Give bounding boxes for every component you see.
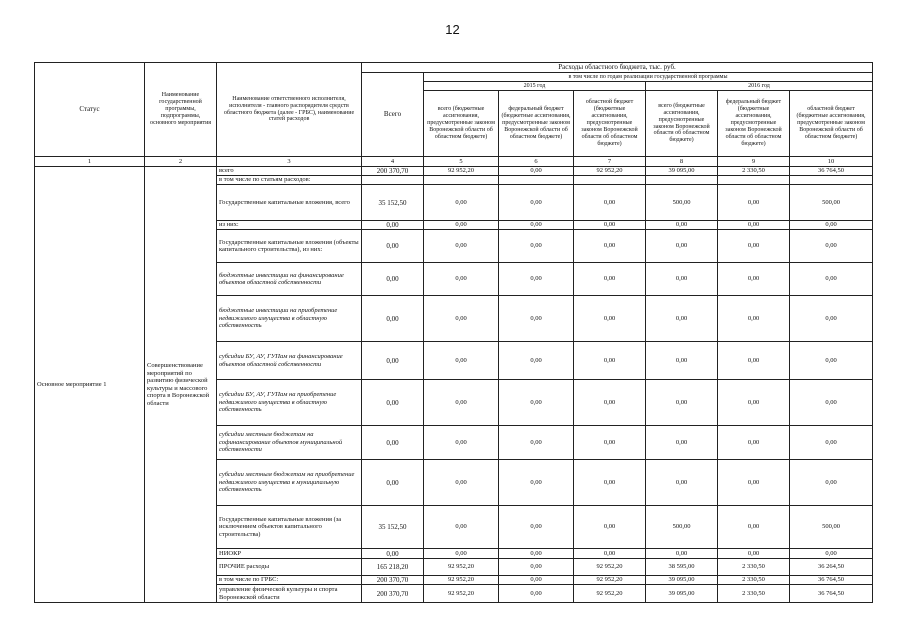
value-cell: 0,00 (574, 263, 646, 296)
value-cell (718, 176, 790, 185)
value-cell: 39 095,00 (646, 576, 718, 585)
budget-body (35, 167, 873, 603)
value-cell: 0,00 (790, 342, 873, 380)
expense-item-label: бюджетные инвестиции на финансирование объектов областной собственности (217, 263, 362, 296)
expense-item-label: ПРОЧИЕ расходы (217, 559, 362, 576)
value-cell: 0,00 (362, 380, 424, 426)
value-cell: 2 330,50 (718, 559, 790, 576)
program-name-cell: Совершенствование мероприятий по развитию физической культуры и массового спорта в Воронежской области (145, 167, 217, 603)
col-number: 3 (217, 157, 362, 167)
value-cell: 0,00 (790, 460, 873, 506)
expense-item-label: Государственные капитальные вложения, всего (217, 185, 362, 221)
value-cell: 2 330,50 (718, 585, 790, 603)
col-number: 5 (424, 157, 499, 167)
header-2016-regional: областной бюджет (бюджетные ассигнования, предусмотренные законом Воронежской области об областном бюджете) (790, 91, 873, 157)
col-number: 1 (35, 157, 145, 167)
table-row (35, 167, 873, 176)
page-number: 12 (445, 22, 460, 37)
value-cell (646, 176, 718, 185)
value-cell: 0,00 (718, 506, 790, 549)
value-cell: 0,00 (646, 296, 718, 342)
value-cell: 0,00 (424, 549, 499, 559)
value-cell: 500,00 (646, 185, 718, 221)
value-cell: 0,00 (362, 221, 424, 230)
value-cell: 0,00 (424, 506, 499, 549)
header-2016-total: всего (бюджетные ассигнования, предусмотренные законом Воронежской области об областном бюджете) (646, 91, 718, 157)
value-cell: 0,00 (424, 342, 499, 380)
value-cell: 0,00 (574, 549, 646, 559)
expense-item-label: субсидии БУ, АУ, ГУПам на финансирование объектов областной собственности (217, 342, 362, 380)
value-cell: 92 952,20 (424, 167, 499, 176)
header-2015-regional: областной бюджет (бюджетные ассигнования, предусмотренные законом Воронежской области об областном бюджете) (574, 91, 646, 157)
value-cell: 0,00 (790, 426, 873, 460)
value-cell: 0,00 (718, 380, 790, 426)
col-number: 4 (362, 157, 424, 167)
header-by-years: в том числе по годам реализации государственной программы (424, 73, 873, 82)
value-cell: 0,00 (718, 549, 790, 559)
value-cell: 0,00 (424, 263, 499, 296)
value-cell: 0,00 (574, 506, 646, 549)
value-cell (362, 176, 424, 185)
col-number: 6 (499, 157, 574, 167)
value-cell: 0,00 (646, 230, 718, 263)
value-cell: 0,00 (424, 230, 499, 263)
value-cell: 0,00 (574, 380, 646, 426)
value-cell: 39 095,00 (646, 585, 718, 603)
value-cell: 92 952,20 (574, 585, 646, 603)
value-cell: 0,00 (574, 230, 646, 263)
value-cell: 0,00 (718, 342, 790, 380)
value-cell: 0,00 (424, 185, 499, 221)
value-cell: 0,00 (646, 426, 718, 460)
value-cell: 0,00 (574, 221, 646, 230)
value-cell: 0,00 (718, 221, 790, 230)
value-cell: 2 330,50 (718, 167, 790, 176)
budget-table (34, 62, 873, 603)
value-cell: 92 952,20 (424, 576, 499, 585)
value-cell: 0,00 (362, 460, 424, 506)
value-cell: 0,00 (424, 426, 499, 460)
header-budget: Расходы областного бюджета, тыс. руб. (362, 63, 873, 73)
value-cell: 0,00 (499, 230, 574, 263)
value-cell: 0,00 (574, 342, 646, 380)
value-cell: 0,00 (790, 263, 873, 296)
value-cell: 0,00 (499, 167, 574, 176)
value-cell: 0,00 (646, 342, 718, 380)
value-cell: 0,00 (718, 185, 790, 221)
value-cell (790, 176, 873, 185)
value-cell: 200 370,70 (362, 576, 424, 585)
col-number: 8 (646, 157, 718, 167)
value-cell: 500,00 (790, 506, 873, 549)
value-cell: 0,00 (646, 263, 718, 296)
value-cell: 0,00 (499, 506, 574, 549)
header-year-2016: 2016 год (646, 82, 873, 91)
value-cell: 0,00 (718, 263, 790, 296)
header-executor: Наименование ответственного исполнителя, исполнителя - главного распорядителя средств областного бюджета (далее - ГРБС), наименование статей расходов (217, 63, 362, 157)
value-cell: 0,00 (362, 549, 424, 559)
col-number: 9 (718, 157, 790, 167)
col-number: 2 (145, 157, 217, 167)
value-cell: 0,00 (362, 426, 424, 460)
value-cell: 0,00 (574, 185, 646, 221)
value-cell: 0,00 (574, 426, 646, 460)
col-number: 10 (790, 157, 873, 167)
value-cell: 0,00 (790, 230, 873, 263)
value-cell: 165 218,20 (362, 559, 424, 576)
value-cell: 0,00 (790, 296, 873, 342)
value-cell: 200 370,70 (362, 585, 424, 603)
value-cell: 0,00 (499, 342, 574, 380)
value-cell: 0,00 (424, 221, 499, 230)
header-total: Всего (362, 73, 424, 157)
value-cell: 0,00 (362, 263, 424, 296)
value-cell: 39 095,00 (646, 167, 718, 176)
value-cell: 0,00 (424, 296, 499, 342)
value-cell: 0,00 (424, 460, 499, 506)
expense-item-label: НИОКР (217, 549, 362, 559)
value-cell: 0,00 (718, 426, 790, 460)
value-cell: 0,00 (718, 296, 790, 342)
value-cell: 92 952,20 (574, 167, 646, 176)
value-cell: 0,00 (718, 460, 790, 506)
expense-item-label: управление физической культуры и спорта Воронежской области (217, 585, 362, 603)
value-cell (424, 176, 499, 185)
value-cell: 0,00 (574, 296, 646, 342)
value-cell: 92 952,20 (424, 585, 499, 603)
expense-item-label: субсидии местным бюджетам на приобретение недвижимого имущества в муниципальную собственность (217, 460, 362, 506)
expense-item-label: субсидии местным бюджетам на софинансирование объектов муниципальной собственности (217, 426, 362, 460)
value-cell: 0,00 (362, 342, 424, 380)
value-cell: 38 595,00 (646, 559, 718, 576)
expense-item-label: субсидии БУ, АУ, ГУПам на приобретение недвижимого имущества в областную собственность (217, 380, 362, 426)
value-cell: 0,00 (499, 185, 574, 221)
value-cell: 35 152,50 (362, 185, 424, 221)
value-cell: 0,00 (499, 221, 574, 230)
value-cell: 35 152,50 (362, 506, 424, 549)
expense-item-label: Государственные капитальные вложения (за исключением объектов капитального строительства) (217, 506, 362, 549)
value-cell: 0,00 (362, 296, 424, 342)
value-cell (574, 176, 646, 185)
expense-item-label: Государственные капитальные вложения (объекты капитального строительства), из них: (217, 230, 362, 263)
expense-item-label: бюджетные инвестиции на приобретение недвижимого имущества в областную собственность (217, 296, 362, 342)
value-cell: 0,00 (499, 380, 574, 426)
value-cell: 0,00 (646, 549, 718, 559)
header-status: Статус (35, 63, 145, 157)
value-cell: 92 952,20 (424, 559, 499, 576)
value-cell: 92 952,20 (574, 576, 646, 585)
expense-item-label: из них: (217, 221, 362, 230)
value-cell (499, 176, 574, 185)
value-cell: 0,00 (646, 380, 718, 426)
value-cell: 0,00 (499, 585, 574, 603)
value-cell: 0,00 (499, 426, 574, 460)
value-cell: 500,00 (790, 185, 873, 221)
value-cell: 0,00 (646, 460, 718, 506)
value-cell: 0,00 (646, 221, 718, 230)
value-cell: 92 952,20 (574, 559, 646, 576)
value-cell: 36 264,50 (790, 559, 873, 576)
header-2015-federal: федеральный бюджет (бюджетные ассигнования, предусмотренные законом Воронежской области об областном бюджете) (499, 91, 574, 157)
value-cell: 200 370,70 (362, 167, 424, 176)
value-cell: 0,00 (499, 559, 574, 576)
value-cell: 0,00 (362, 230, 424, 263)
col-number: 7 (574, 157, 646, 167)
value-cell: 500,00 (646, 506, 718, 549)
value-cell: 36 764,50 (790, 167, 873, 176)
value-cell: 36 764,50 (790, 576, 873, 585)
value-cell: 0,00 (790, 380, 873, 426)
header-year-2015: 2015 год (424, 82, 646, 91)
value-cell: 0,00 (574, 460, 646, 506)
value-cell: 0,00 (499, 576, 574, 585)
header-2016-federal: федеральный бюджет (бюджетные ассигнования, предусмотренные законом Воронежской области об областном бюджете) (718, 91, 790, 157)
expense-item-label: всего (217, 167, 362, 176)
value-cell: 36 764,50 (790, 585, 873, 603)
value-cell: 0,00 (499, 549, 574, 559)
value-cell: 0,00 (499, 460, 574, 506)
value-cell: 0,00 (790, 221, 873, 230)
status-cell: Основное мероприятие 1 (35, 167, 145, 603)
value-cell: 0,00 (499, 296, 574, 342)
header-program-name: Наименование государственной программы, подпрограммы, основного мероприятия (145, 63, 217, 157)
value-cell: 2 330,50 (718, 576, 790, 585)
expense-item-label: в том числе по статьям расходов: (217, 176, 362, 185)
header-2015-total: всего (бюджетные ассигнования, предусмотренные законом Воронежской области об областном бюджете) (424, 91, 499, 157)
expense-item-label: в том числе по ГРБС: (217, 576, 362, 585)
value-cell: 0,00 (499, 263, 574, 296)
value-cell: 0,00 (718, 230, 790, 263)
value-cell: 0,00 (424, 380, 499, 426)
value-cell: 0,00 (790, 549, 873, 559)
